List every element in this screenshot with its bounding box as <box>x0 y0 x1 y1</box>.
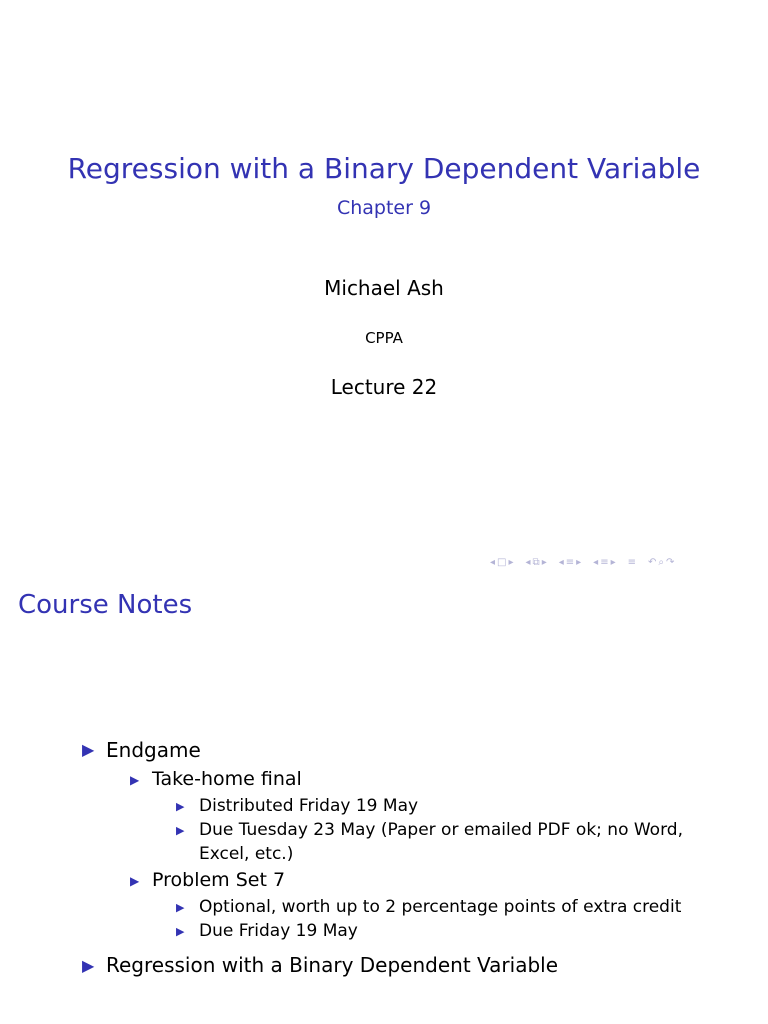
nav-left-arrow-icon[interactable]: ◂ <box>525 557 531 568</box>
lecture-label: Lecture 22 <box>330 375 438 399</box>
bullet-icon: ▶ <box>176 800 185 813</box>
bullet-icon: ▶ <box>82 740 95 759</box>
beamer-navigation-bar <box>490 555 676 571</box>
nav-right-arrow-icon[interactable]: ▸ <box>610 557 616 568</box>
list-item: Due Tuesday 23 May (Paper or emailed PDF ok; no Word, <box>199 820 683 840</box>
institute-name: CPPA <box>365 329 403 347</box>
nav-left-arrow-icon[interactable]: ◂ <box>593 557 599 568</box>
bullet-icon: ▶ <box>176 901 185 914</box>
nav-left-arrow-icon[interactable]: ◂ <box>558 557 564 568</box>
list-item: Endgame <box>106 738 201 762</box>
presentation-subtitle: Chapter 9 <box>336 197 432 219</box>
list-item: Optional, worth up to 2 percentage points of extra credit <box>199 897 682 917</box>
nav-frame-icon[interactable]: □ <box>497 557 507 568</box>
list-item: Problem Set 7 <box>152 869 286 891</box>
list-item: Due Friday 19 May <box>199 921 358 941</box>
bullet-icon: ▶ <box>130 874 140 888</box>
frame-title: Course Notes <box>18 590 193 620</box>
author-name: Michael Ash <box>324 276 444 300</box>
nav-document-icon[interactable]: ≡ <box>627 557 637 568</box>
nav-back-icon[interactable]: ↶ <box>648 557 657 568</box>
nav-section-icon[interactable]: ≡ <box>565 557 575 568</box>
course-notes-slide <box>0 576 768 1024</box>
nav-search-icon[interactable]: ⌕ <box>658 557 665 568</box>
bullet-icon: ▶ <box>130 773 140 787</box>
bullet-icon: ▶ <box>82 956 95 975</box>
list-item: Distributed Friday 19 May <box>199 796 419 816</box>
nav-right-arrow-icon[interactable]: ▸ <box>541 557 547 568</box>
nav-section-icon[interactable]: ≡ <box>600 557 609 568</box>
presentation-title: Regression with a Binary Dependent Variable <box>67 152 701 185</box>
bullet-icon: ▶ <box>176 824 185 837</box>
bullet-icon: ▶ <box>176 925 185 938</box>
nav-right-arrow-icon[interactable]: ▸ <box>508 557 514 568</box>
list-item-continuation: Excel, etc.) <box>199 844 294 864</box>
nav-subsection-icon[interactable]: ⧉ <box>532 557 540 568</box>
list-item: Regression with a Binary Dependent Variable <box>106 953 559 977</box>
list-item: Take-home final <box>152 768 302 790</box>
nav-right-arrow-icon[interactable]: ▸ <box>576 557 582 568</box>
nav-left-arrow-icon[interactable]: ◂ <box>490 557 496 568</box>
nav-forward-icon[interactable]: ↷ <box>666 557 675 568</box>
